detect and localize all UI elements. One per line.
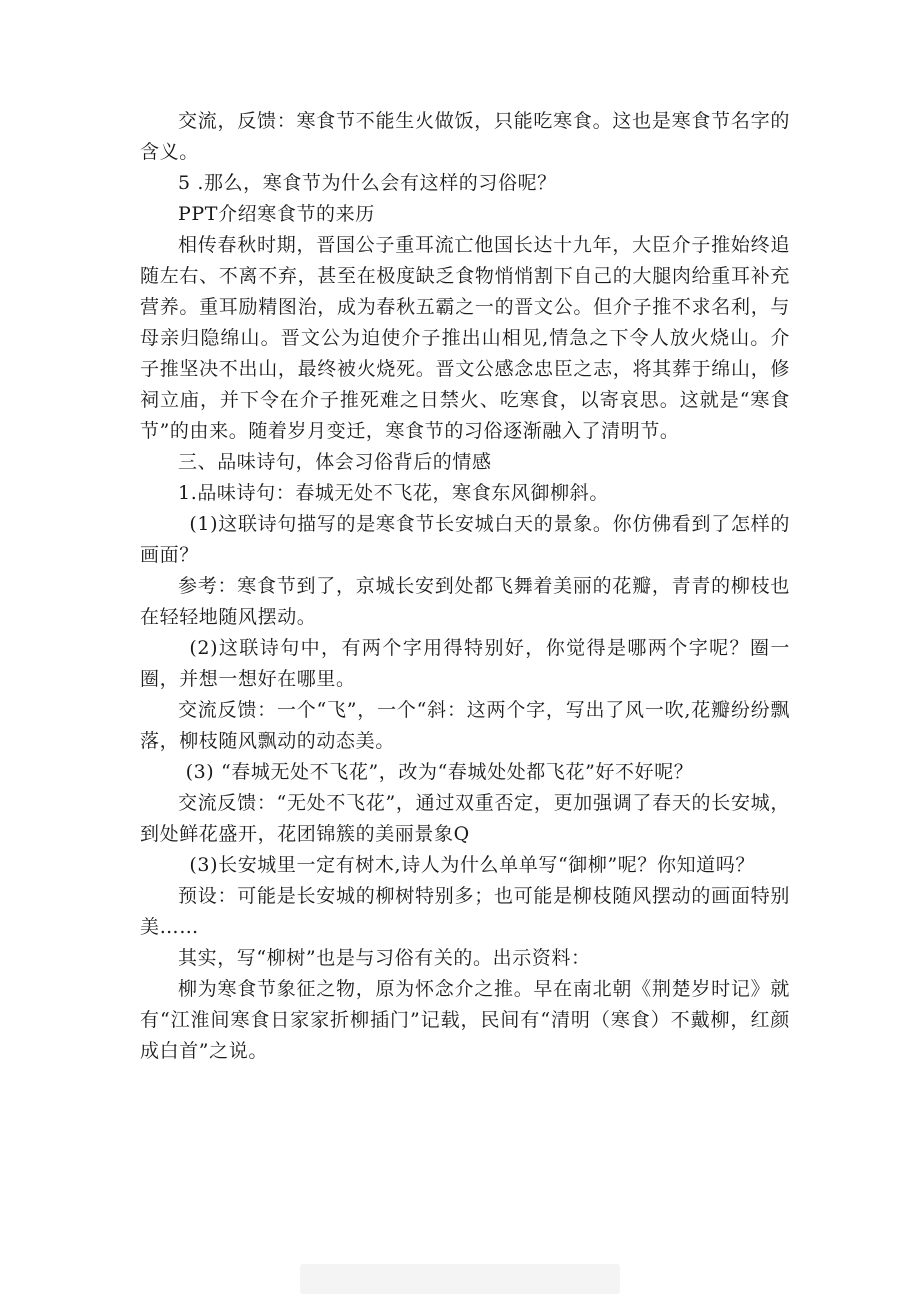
paragraph-preset-answer: 预设：可能是长安城的柳树特别多；也可能是柳枝随风摆动的画面特别美…… xyxy=(140,885,790,938)
paragraph-willow-material: 柳为寒食节象征之物，原为怀念介之推。早在南北朝《荆楚岁时记》就有“江淮间寒食日家家折柳插门”记载，民间有“清明（寒食）不戴柳，红颜成白首”之说。 xyxy=(140,978,790,1062)
section-heading-3: 三、品味诗句，体会习俗背后的情感 xyxy=(178,451,492,473)
paragraph-feedback-cold-food: 交流，反馈：寒食节不能生火做饭，只能吃寒食。这也是寒食节名字的含义。 xyxy=(140,110,790,163)
paragraph-question-5: 5 .那么，寒食节为什么会有这样的习俗呢？ xyxy=(178,172,557,194)
paragraph-sub-question-3a: (3) “春城无处不飞花”，改为“春城处处都飞花”好不好呢？ xyxy=(185,761,694,783)
paragraph-sub-question-1: (1)这联诗句描写的是寒食节长安城白天的景象。你仿佛看到了怎样的画面？ xyxy=(140,513,790,566)
paragraph-sub-question-2: (2)这联诗句中，有两个字用得特别好，你觉得是哪两个字呢？圈一圈，并想一想好在哪里。 xyxy=(140,637,790,690)
paragraph-feedback-fly-slant: 交流反馈：一个“飞”，一个“斜：这两个字，写出了风一吹,花瓣纷纷飘落，柳枝随风飘动的动态美。 xyxy=(140,699,790,752)
paragraph-ppt-intro: PPT介绍寒食节的来历 xyxy=(178,203,375,225)
paragraph-poem-line: 1.品味诗句：春城无处不飞花，寒食东风御柳斜。 xyxy=(178,482,609,504)
paragraph-reference-answer: 参考：寒食节到了，京城长安到处都飞舞着美丽的花瓣，青青的柳枝也在轻轻地随风摆动。 xyxy=(140,575,790,628)
paragraph-legend-story: 相传春秋时期，晋国公子重耳流亡他国长达十九年，大臣介子推始终追随左右、不离不弃，甚至在极度缺乏食物悄悄割下自己的大腿肉给重耳补充营养。重耳励精图治，成为春秋五霸之一的晋文公。但介子推不求名利，与母亲归隐绵山。晋文公为迫使介子推出山相见,情急之下令人放火烧山。介子推坚决不出山，最终被火烧死。晋文公感念忠臣之志，将其葬于绵山，修祠立庙，并下令在介子推死难之日禁火、吃寒食，以寄哀思。这就是“寒食节”的由来。随着岁月变迁，寒食节的习俗逐渐融入了清明节。 xyxy=(140,234,790,442)
paragraph-feedback-double-negative: 交流反馈：“无处不飞花”，通过双重否定，更加强调了春天的长安城，到处鲜花盛开，花团锦簇的美丽景象Q xyxy=(140,792,790,845)
paragraph-sub-question-3b: (3)长安城里一定有树木,诗人为什么单单写“御柳”呢？你知道吗？ xyxy=(189,854,755,876)
page-footer-bar xyxy=(300,1264,620,1294)
paragraph-willow-intro: 其实，写“柳树”也是与习俗有关的。出示资料： xyxy=(178,947,591,969)
document-body xyxy=(140,106,790,1067)
